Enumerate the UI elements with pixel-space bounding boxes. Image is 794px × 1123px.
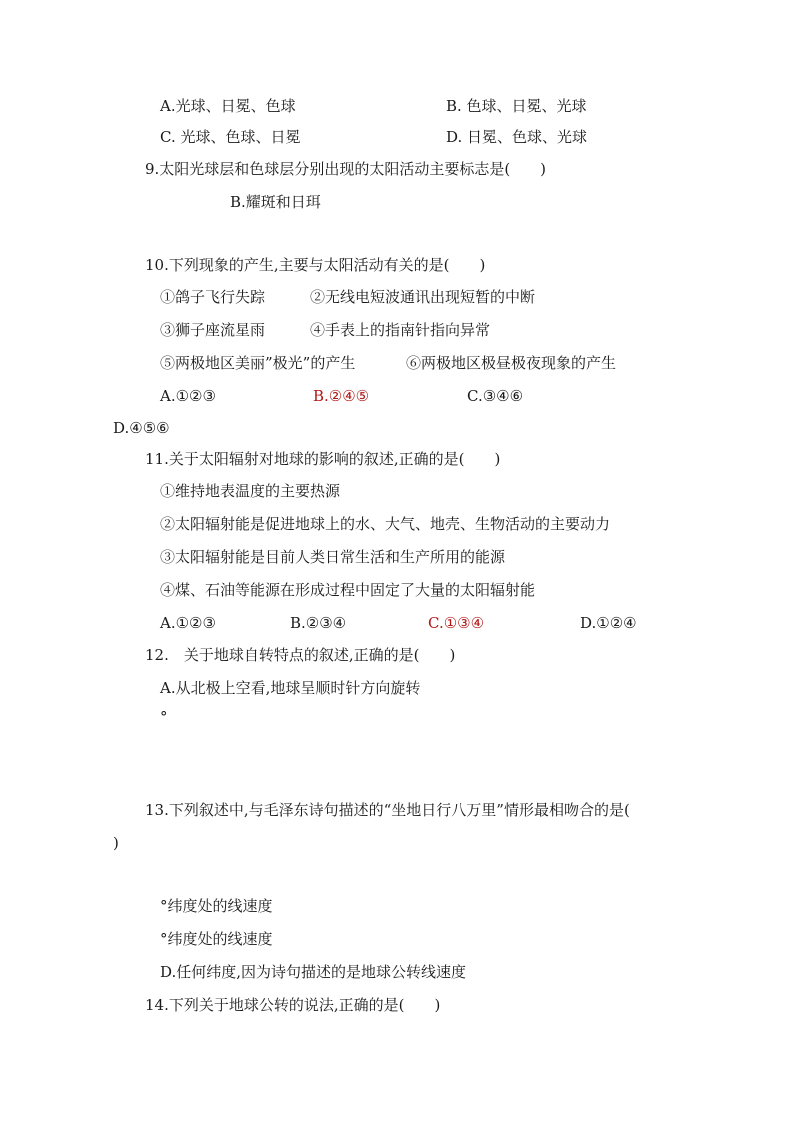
q9-option-b: B.耀斑和日珥	[230, 193, 321, 211]
q10-item-2: ②无线电短波通讯出现短暂的中断	[310, 288, 536, 306]
q11-item-2: ②太阳辐射能是促进地球上的水、大气、地壳、生物活动的主要动力	[160, 515, 611, 533]
q8-option-d: D. 日冕、色球、光球	[446, 128, 588, 146]
q11-option-c-answer: C.①③④	[428, 614, 485, 632]
q13-fragment-1: °纬度处的线速度	[160, 897, 273, 915]
q13-option-d: D.任何纬度,因为诗句描述的是地球公转线速度	[160, 963, 467, 981]
q11-option-d: D.①②④	[580, 614, 637, 632]
q10-item-5: ⑤两极地区美丽”极光”的产生	[160, 354, 356, 372]
q12-option-a: A.从北极上空看,地球呈顺时针方向旋转	[160, 679, 421, 697]
q14-stem: 14.下列关于地球公转的说法,正确的是( )	[145, 996, 441, 1014]
q8-option-a: A.光球、日冕、色球	[160, 97, 296, 115]
q8-option-b: B. 色球、日冕、光球	[446, 97, 587, 115]
q11-stem: 11.关于太阳辐射对地球的影响的叙述,正确的是( )	[145, 450, 501, 468]
q10-option-b-answer: B.②④⑤	[313, 387, 370, 405]
q13-stem: 13.下列叙述中,与毛泽东诗句描述的“坐地日行八万里”情形最相吻合的是(	[145, 801, 630, 819]
q11-item-3: ③太阳辐射能是目前人类日常生活和生产所用的能源	[160, 548, 506, 566]
q10-option-a: A.①②③	[160, 387, 216, 405]
q9-stem: 9.太阳光球层和色球层分别出现的太阳活动主要标志是( )	[145, 160, 547, 178]
q11-option-a: A.①②③	[160, 614, 216, 632]
q11-item-1: ①维持地表温度的主要热源	[160, 482, 341, 500]
q12-fragment: °	[160, 708, 168, 726]
q10-item-4: ④手表上的指南针指向异常	[310, 321, 491, 339]
q13-fragment-2: °纬度处的线速度	[160, 930, 273, 948]
q10-option-d: D.④⑤⑥	[113, 419, 170, 437]
q13-stem-end: )	[113, 834, 119, 852]
q10-option-c: C.③④⑥	[467, 387, 524, 405]
q8-option-c: C. 光球、色球、日冕	[160, 128, 301, 146]
q12-stem: 12. 关于地球自转特点的叙述,正确的是( )	[145, 646, 456, 664]
q10-item-6: ⑥两极地区极昼极夜现象的产生	[406, 354, 617, 372]
q11-option-b: B.②③④	[290, 614, 347, 632]
q10-stem: 10.下列现象的产生,主要与太阳活动有关的是( )	[145, 256, 486, 274]
q10-item-3: ③狮子座流星雨	[160, 321, 266, 339]
q11-item-4: ④煤、石油等能源在形成过程中固定了大量的太阳辐射能	[160, 581, 536, 599]
q10-item-1: ①鸽子飞行失踪	[160, 288, 266, 306]
